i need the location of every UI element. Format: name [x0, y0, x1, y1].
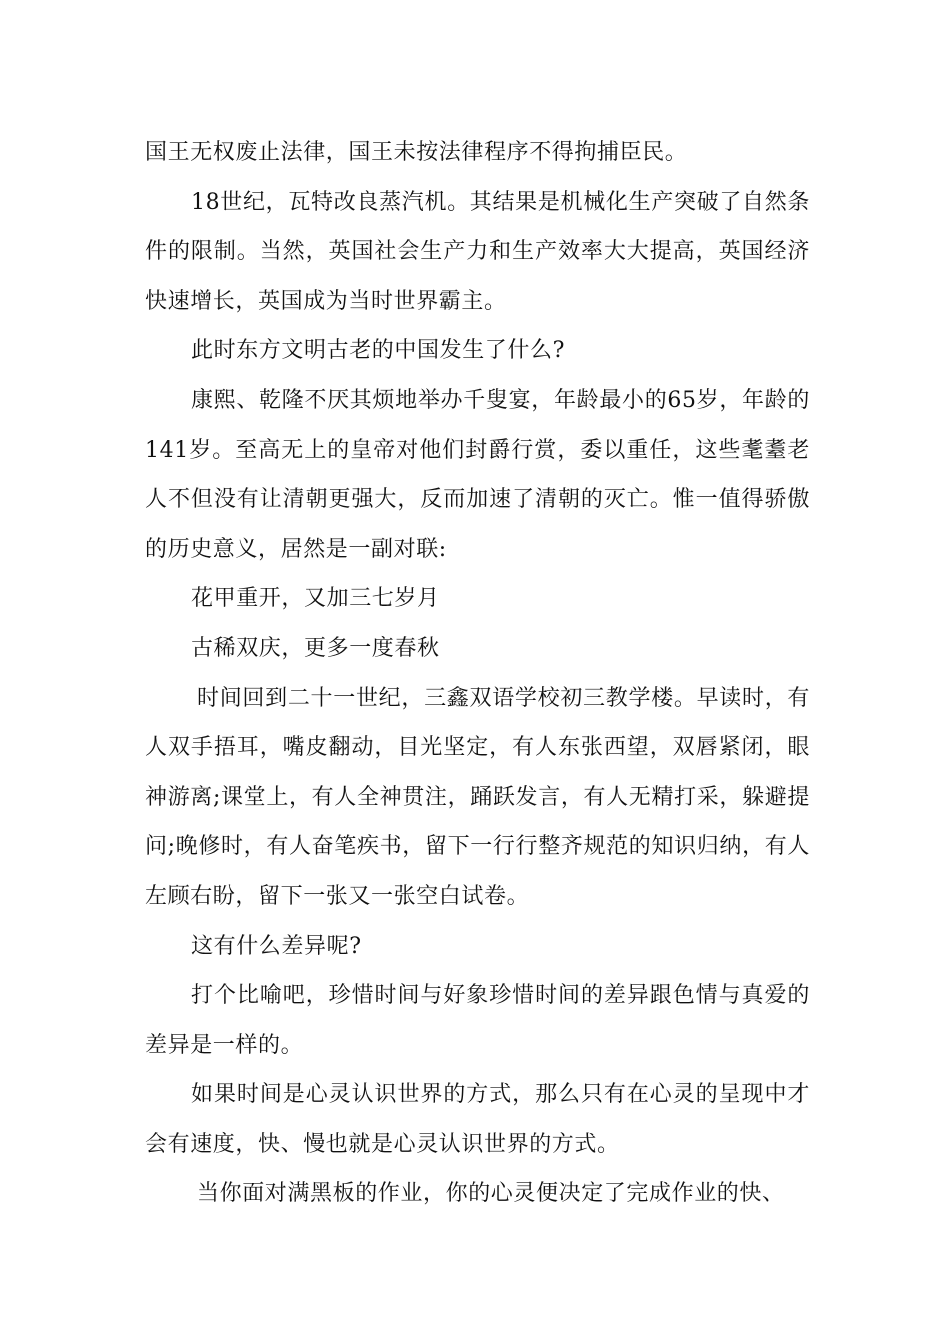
- paragraph-metaphor: 打个比喻吧，珍惜时间与好象珍惜时间的差异跟色情与真爱的差异是一样的。: [145, 983, 810, 1058]
- paragraph-time-mind: 如果时间是心灵认识世界的方式，那么只有在心灵的呈现中才会有速度，快、慢也就是心灵认识世界的方式。: [145, 1082, 810, 1157]
- paragraph-watt-steam-engine: 18世纪，瓦特改良蒸汽机。其结果是机械化生产突破了自然条件的限制。当然，英国社会生产力和生产效率大大提高，英国经济快速增长，英国成为当时世界霸主。: [145, 189, 810, 314]
- couplet-line-2: 古稀双庆，更多一度春秋: [191, 635, 440, 661]
- document-body: [145, 128, 810, 1219]
- couplet-line-1: 花甲重开，又加三七岁月: [191, 586, 440, 612]
- paragraph-school-scene: 时间回到二十一世纪，三鑫双语学校初三教学楼。早读时，有人双手捂耳，嘴皮翻动，目光坚定，有人东张西望，双唇紧闭，眼神游离;课堂上，有人全神贯注，踊跃发言，有人无精打采，躲避提问;晚修时，有人奋笔疾书，留下一行行整齐规范的知识归纳，有人左顾右盼，留下一张又一张空白试卷。: [145, 685, 810, 909]
- paragraph-qianlong-banquet: 康熙、乾隆不厌其烦地举办千叟宴，年龄最小的65岁，年龄的141岁。至高无上的皇帝对他们封爵行赏，委以重任，这些耄耋老人不但没有让清朝更强大，反而加速了清朝的灭亡。惟一值得骄傲的历史意义，居然是一副对联:: [145, 387, 810, 562]
- paragraph-king-law: 国王无权废止法律，国王未按法律程序不得拘捕臣民。: [145, 140, 688, 165]
- paragraph-difference-question: 这有什么差异呢?: [191, 933, 362, 959]
- paragraph-homework: 当你面对满黑板的作业，你的心灵便决定了完成作业的快、: [197, 1181, 785, 1207]
- paragraph-eastern-question: 此时东方文明古老的中国发生了什么?: [191, 338, 565, 364]
